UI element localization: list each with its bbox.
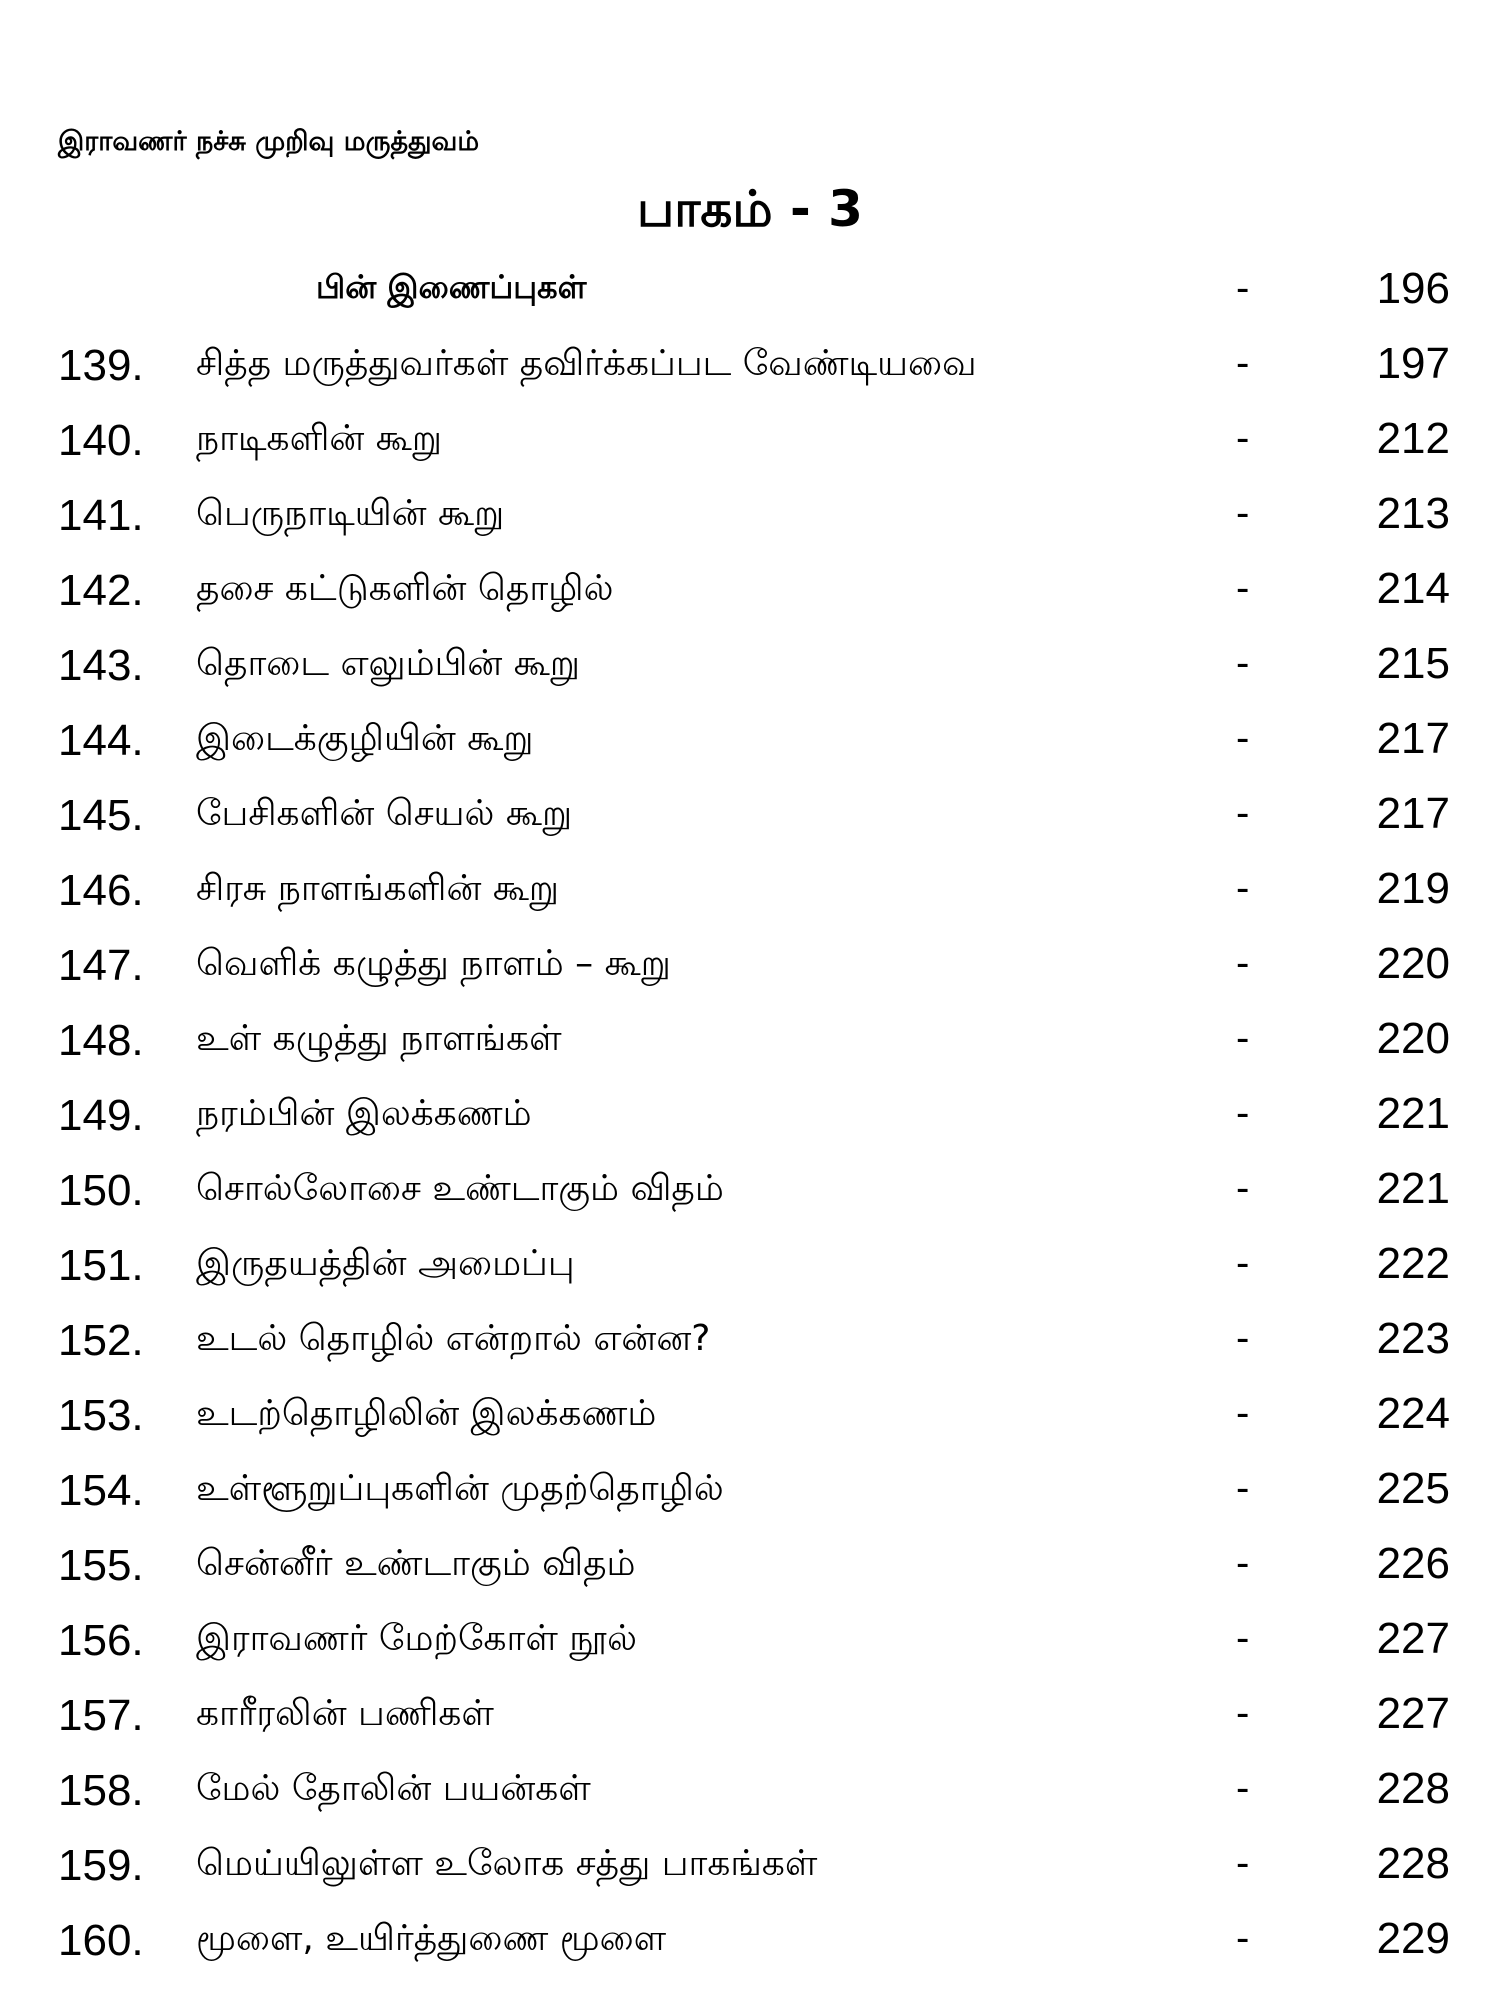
toc-entry-label: உடற்தொழிலின் இலக்கணம் xyxy=(196,1393,657,1434)
toc-entry-label: இராவணர் மேற்கோள் நூல் xyxy=(196,1618,637,1659)
toc-row xyxy=(0,1312,1500,1372)
toc-page-number: 224 xyxy=(1376,1389,1450,1438)
toc-row xyxy=(0,337,1500,397)
toc-dash: - xyxy=(1236,641,1250,685)
toc-entry-label: தொடை எலும்பின் கூறு xyxy=(196,643,580,684)
toc-page-number: 197 xyxy=(1376,339,1450,388)
toc-row xyxy=(0,1087,1500,1147)
toc-entry-label: சிரசு நாளங்களின் கூறு xyxy=(196,868,560,909)
toc-page-number: 215 xyxy=(1376,639,1450,688)
toc-entry-label: உள்ளூறுப்புகளின் முதற்தொழில் xyxy=(196,1468,724,1509)
toc-entry-label: நாடிகளின் கூறு xyxy=(196,418,442,459)
toc-entry-number: 150. xyxy=(58,1166,144,1215)
toc-row xyxy=(0,562,1500,622)
toc-page-number: 223 xyxy=(1376,1314,1450,1363)
toc-entry-label: உடல் தொழில் என்றால் என்ன? xyxy=(196,1318,711,1359)
toc-page-number: 225 xyxy=(1376,1464,1450,1513)
toc-page-number: 227 xyxy=(1376,1689,1450,1738)
toc-page-number: 229 xyxy=(1376,1914,1450,1963)
toc-dash: - xyxy=(1236,1391,1250,1435)
toc-entry-label: சித்த மருத்துவர்கள் தவிர்க்கப்பட வேண்டியவை xyxy=(196,343,977,384)
toc-page-number: 222 xyxy=(1376,1239,1450,1288)
toc-row-appendix xyxy=(0,262,1500,322)
toc-entry-number: 154. xyxy=(58,1466,144,1515)
toc-dash: - xyxy=(1236,1916,1250,1960)
toc-row xyxy=(0,637,1500,697)
toc-entry-label: உள் கழுத்து நாளங்கள் xyxy=(196,1018,562,1059)
toc-entry-label: மேல் தோலின் பயன்கள் xyxy=(196,1768,591,1809)
toc-row xyxy=(0,1612,1500,1672)
toc-dash: - xyxy=(1236,1166,1250,1210)
toc-dash: - xyxy=(1236,1241,1250,1285)
toc-page-number: 220 xyxy=(1376,939,1450,988)
toc-entry-number: 152. xyxy=(58,1316,144,1365)
toc-row xyxy=(0,412,1500,472)
toc-entry-number: 143. xyxy=(58,641,144,690)
toc-dash: - xyxy=(1236,716,1250,760)
toc-entry-label: சொல்லோசை உண்டாகும் விதம் xyxy=(196,1168,724,1209)
toc-dash: - xyxy=(1236,1616,1250,1660)
toc-entry-number: 149. xyxy=(58,1091,144,1140)
toc-entry-number: 148. xyxy=(58,1016,144,1065)
toc-entry-number: 160. xyxy=(58,1916,144,1965)
toc-page-number: 220 xyxy=(1376,1014,1450,1063)
toc-page-number: 228 xyxy=(1376,1839,1450,1888)
toc-entry-label: இடைக்குழியின் கூறு xyxy=(196,718,534,759)
toc-appendix-label: பின் இணைப்புகள் xyxy=(316,268,587,306)
toc-dash: - xyxy=(1236,1841,1250,1885)
toc-entry-number: 158. xyxy=(58,1766,144,1815)
toc-entry-label: வெளிக் கழுத்து நாளம் – கூறு xyxy=(196,943,671,984)
toc-entry-label: சென்னீர் உண்டாகும் விதம் xyxy=(196,1543,636,1584)
toc-entry-number: 141. xyxy=(58,491,144,540)
toc-page-number: 221 xyxy=(1376,1089,1450,1138)
toc-entry-number: 146. xyxy=(58,866,144,915)
toc-row xyxy=(0,1162,1500,1222)
toc-entry-number: 145. xyxy=(58,791,144,840)
toc-entry-number: 140. xyxy=(58,416,144,465)
toc-entry-number: 153. xyxy=(58,1391,144,1440)
toc-entry-number: 159. xyxy=(58,1841,144,1890)
toc-row xyxy=(0,1012,1500,1072)
toc-row xyxy=(0,712,1500,772)
toc-dash: - xyxy=(1236,941,1250,985)
toc-row xyxy=(0,1462,1500,1522)
toc-entry-label: இருதயத்தின் அமைப்பு xyxy=(196,1243,575,1284)
toc-page-number: 217 xyxy=(1376,714,1450,763)
toc-page-number: 227 xyxy=(1376,1614,1450,1663)
toc-dash: - xyxy=(1236,1541,1250,1585)
toc-dash: - xyxy=(1236,341,1250,385)
toc-dash: - xyxy=(1236,1766,1250,1810)
toc-row xyxy=(0,1237,1500,1297)
toc-dash: - xyxy=(1236,791,1250,835)
toc-dash: - xyxy=(1236,491,1250,535)
toc-page-number: 212 xyxy=(1376,414,1450,463)
toc-dash: - xyxy=(1236,1691,1250,1735)
toc-entry-label: மூளை, உயிர்த்துணை மூளை xyxy=(196,1918,667,1959)
toc-entry-label: நரம்பின் இலக்கணம் xyxy=(196,1093,532,1134)
toc-row xyxy=(0,1387,1500,1447)
toc-dash: - xyxy=(1236,1016,1250,1060)
toc-dash: - xyxy=(1236,1316,1250,1360)
toc-entry-number: 156. xyxy=(58,1616,144,1665)
toc-page-number: 221 xyxy=(1376,1164,1450,1213)
toc-dash: - xyxy=(1236,566,1250,610)
toc-dash: - xyxy=(1236,866,1250,910)
toc-row xyxy=(0,1687,1500,1747)
toc-page-number: 219 xyxy=(1376,864,1450,913)
toc-entry-number: 155. xyxy=(58,1541,144,1590)
toc-dash: - xyxy=(1236,266,1250,310)
toc-entry-label: தசை கட்டுகளின் தொழில் xyxy=(196,568,614,609)
toc-entry-number: 144. xyxy=(58,716,144,765)
toc-entry-number: 139. xyxy=(58,341,144,390)
toc-row xyxy=(0,787,1500,847)
toc-entry-number: 157. xyxy=(58,1691,144,1740)
toc-page-number: 226 xyxy=(1376,1539,1450,1588)
toc-entry-label: பெருநாடியின் கூறு xyxy=(196,493,505,534)
toc-dash: - xyxy=(1236,1466,1250,1510)
toc-page-number: 214 xyxy=(1376,564,1450,613)
toc-page-number: 196 xyxy=(1376,264,1450,313)
toc-entry-number: 142. xyxy=(58,566,144,615)
toc-row xyxy=(0,1762,1500,1822)
section-title: பாகம் - 3 xyxy=(637,180,863,238)
toc-page-number: 213 xyxy=(1376,489,1450,538)
toc-row xyxy=(0,1837,1500,1897)
toc-dash: - xyxy=(1236,1091,1250,1135)
toc-entry-number: 147. xyxy=(58,941,144,990)
toc-row xyxy=(0,937,1500,997)
toc-row xyxy=(0,1912,1500,1972)
toc-dash: - xyxy=(1236,416,1250,460)
toc-row xyxy=(0,1537,1500,1597)
toc-page-number: 217 xyxy=(1376,789,1450,838)
toc-entry-label: மெய்யிலுள்ள உலோக சத்து பாகங்கள் xyxy=(196,1843,818,1884)
toc-row xyxy=(0,862,1500,922)
toc-entry-label: காரீரலின் பணிகள் xyxy=(196,1693,494,1734)
toc-entry-number: 151. xyxy=(58,1241,144,1290)
book-title: இராவணர் நச்சு முறிவு மருத்துவம் xyxy=(58,126,480,157)
toc-row xyxy=(0,487,1500,547)
toc-page-number: 228 xyxy=(1376,1764,1450,1813)
toc-entry-label: பேசிகளின் செயல் கூறு xyxy=(196,793,573,834)
